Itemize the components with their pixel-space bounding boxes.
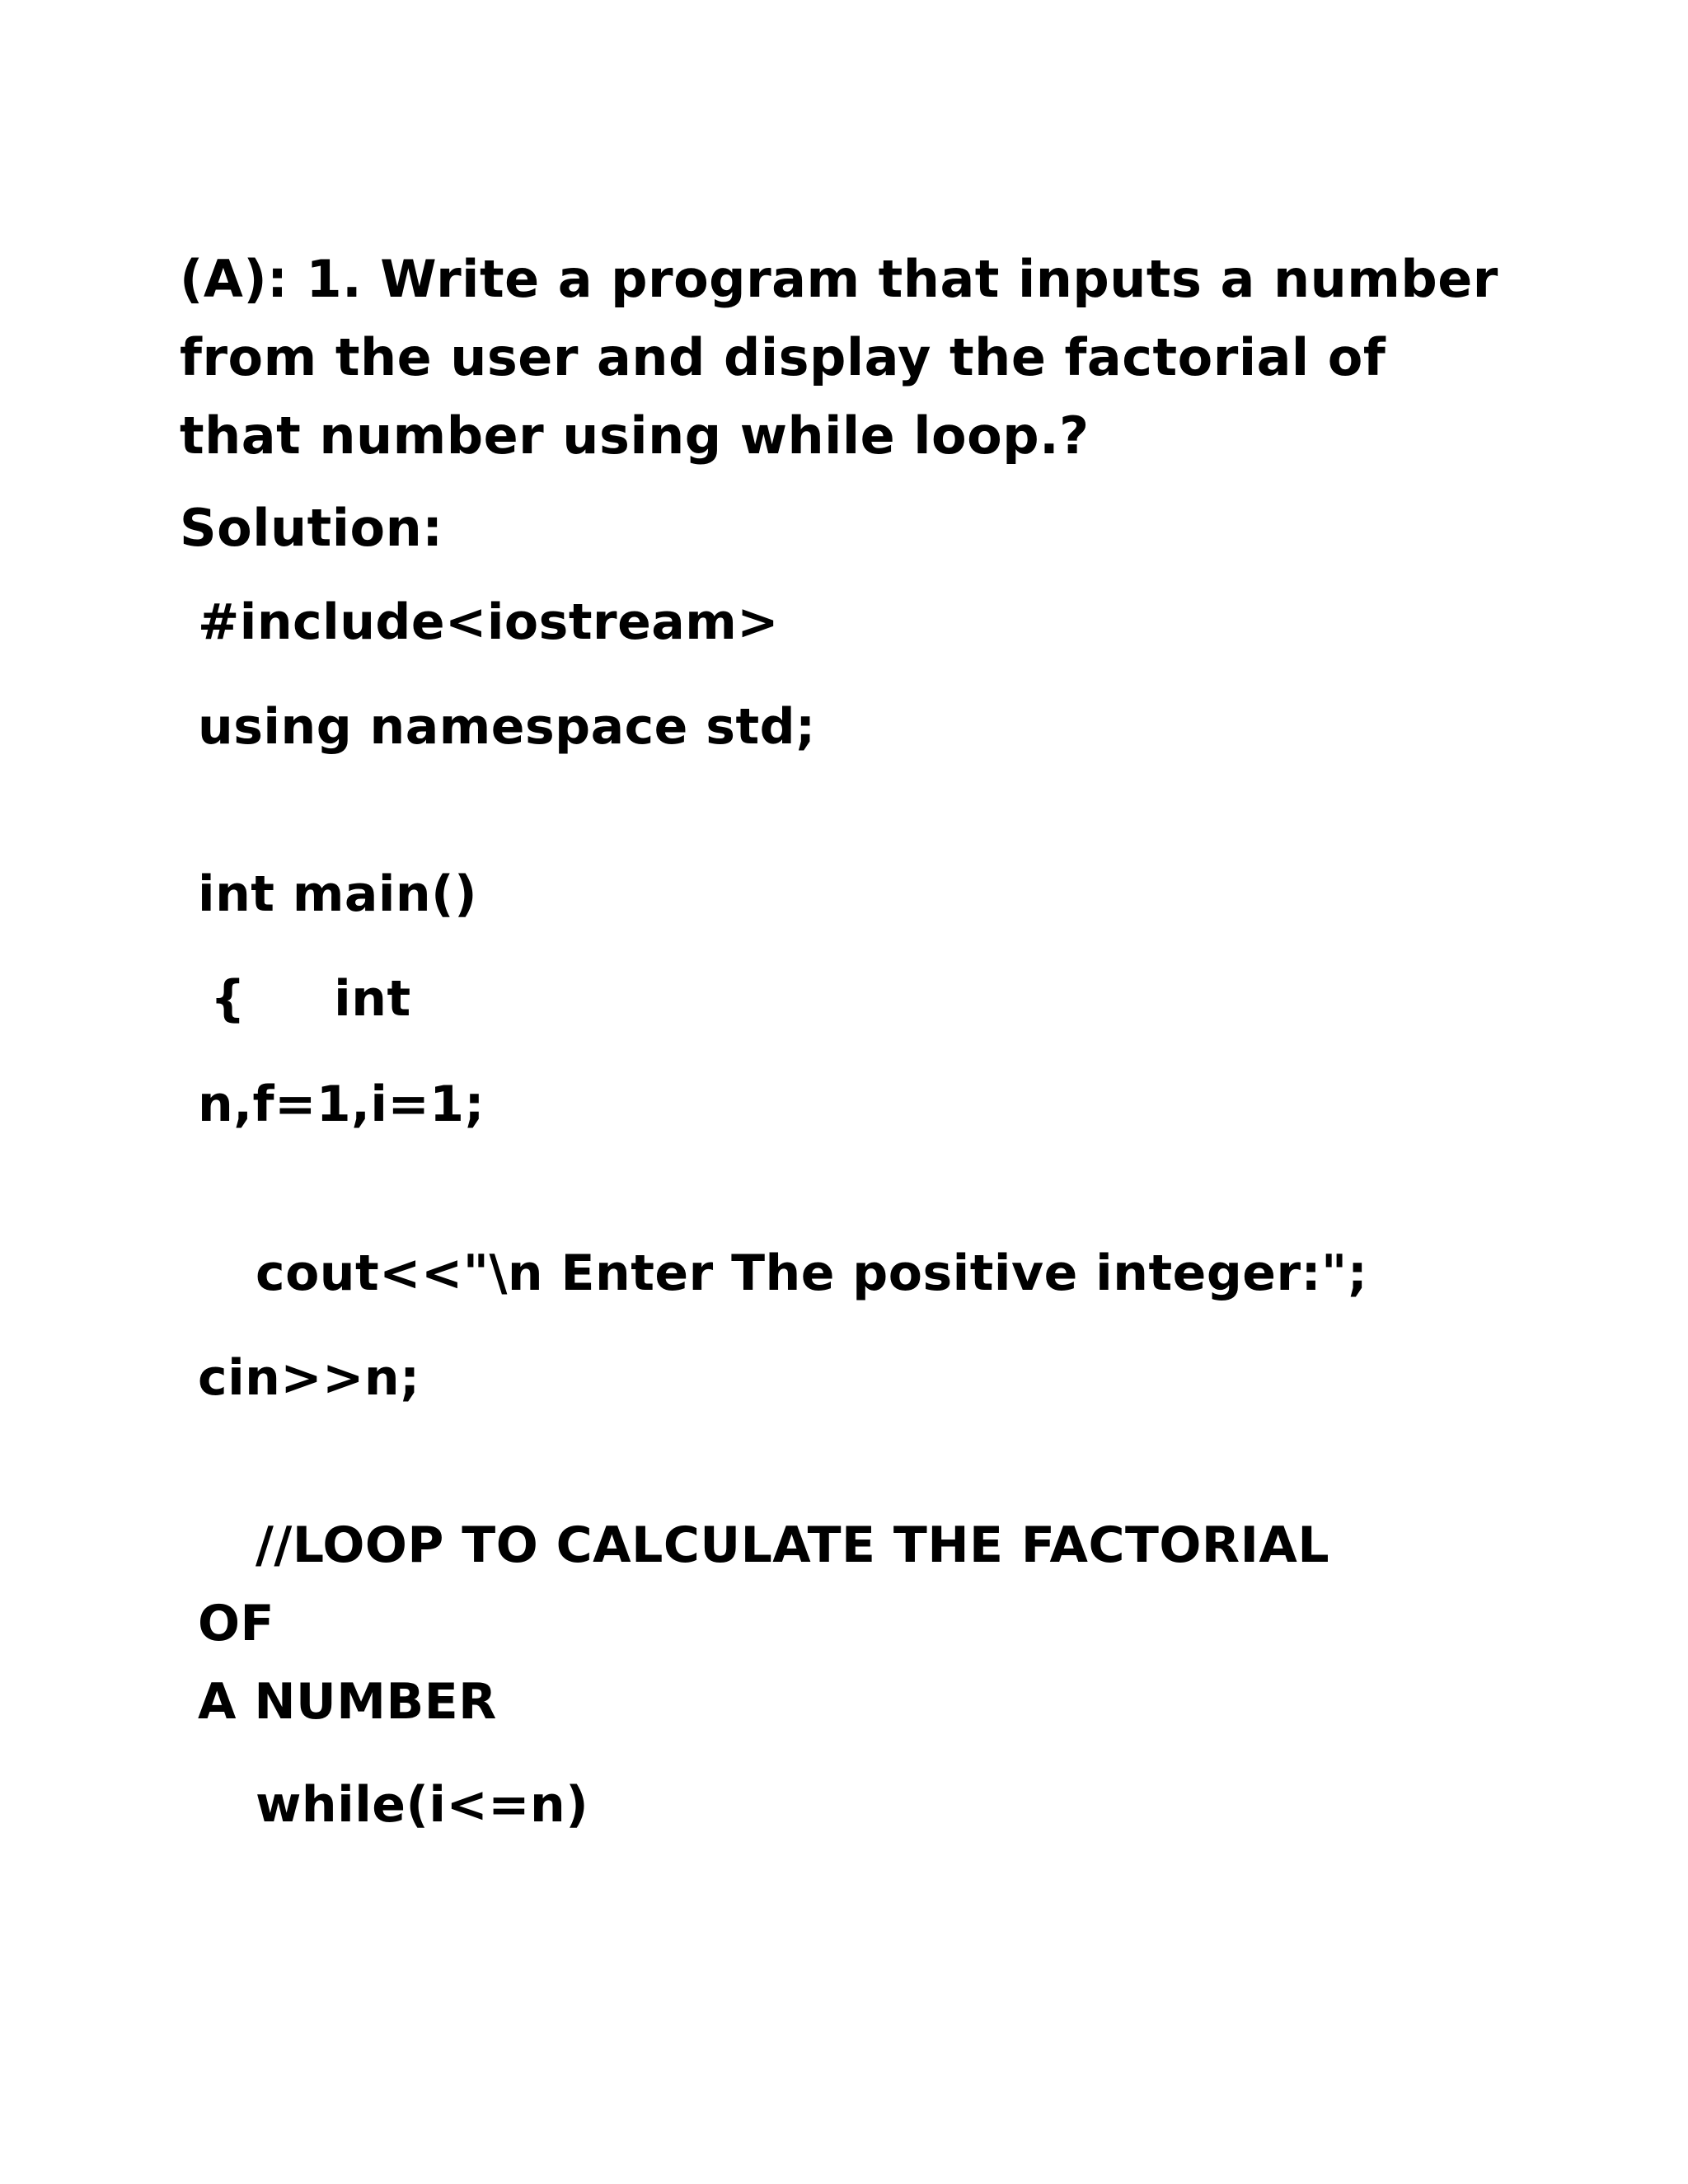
code-line-cout: cout<<"\n Enter The positive integer:"; bbox=[256, 1244, 1368, 1302]
question-line-1: (A): 1. Write a program that inputs a number bbox=[180, 249, 1498, 309]
code-line-comment-of: OF bbox=[198, 1595, 274, 1652]
code-line-while: while(i<=n) bbox=[256, 1776, 589, 1834]
code-line-brace-int: { int bbox=[210, 970, 411, 1028]
code-line-include: #include<iostream> bbox=[198, 593, 780, 651]
code-line-cin: cin>>n; bbox=[198, 1349, 420, 1407]
code-line-main: int main() bbox=[198, 865, 477, 923]
solution-label: Solution: bbox=[180, 498, 443, 558]
code-line-comment: //LOOP TO CALCULATE THE FACTORIAL bbox=[256, 1516, 1330, 1574]
code-line-namespace: using namespace std; bbox=[198, 698, 816, 756]
code-line-declaration: n,f=1,i=1; bbox=[198, 1076, 485, 1133]
question-line-2: from the user and display the factorial of bbox=[180, 327, 1386, 387]
code-line-comment-number: A NUMBER bbox=[198, 1673, 497, 1731]
question-line-3: that number using while loop.? bbox=[180, 405, 1090, 466]
